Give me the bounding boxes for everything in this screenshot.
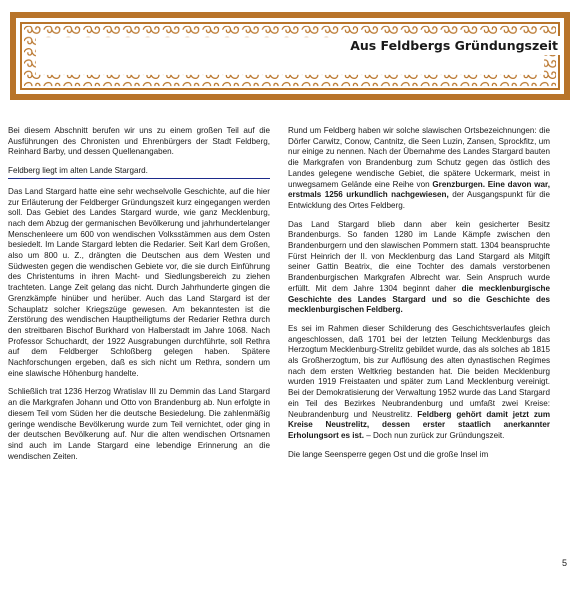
- page-title: Aus Feldbergs Gründungszeit: [344, 36, 564, 55]
- bold-text: die mecklenburgische Geschichte des Landes Stargard und so die Geschichte des mecklenburgischen Feldberg.: [288, 283, 550, 315]
- section-heading: Feldberg liegt im alten Lande Stargard.: [8, 166, 270, 179]
- page-number: 5: [562, 558, 568, 568]
- header-ornament-border: [20, 22, 560, 90]
- body-paragraph: Rund um Feldberg haben wir solche slawischen Ortsbezeichnungen: die Dörfer Carwitz, Conow, Cantnitz, die Seen Luzin, Zansen, Sprockfitz, um nur einige zu nennen. Nach der Übernahme des Landes Stargard bauten die Markgrafen von Brandenburg zum Schutz gegen das östlich des Landes gelegene wendische Gebiet, die spätere Uckermark, meist in unwegsamem Gelände eine Reihe von Grenzburgen. Eine davon war, erstmals 1256 urkundlich nachgewiesen, der Ausgangspunkt für die Entwicklung des Ortes Feldberg.: [288, 126, 550, 210]
- body-paragraph: Schließlich trat 1236 Herzog Wratislav III zu Demmin das Land Stargard an die Markgrafen Johann und Otto von Brandenburg ab. Nun erfolgte in diesem Teil vom Süden her die deutsche Besiedelung. Die zahlenmäßig geringe wendische Bevölkerung wurde zum Teil vernichtet, oder ging in der deutschen Bevölkerung auf. Nur die alten wendischen Ortsnamen sind auch im Lande Stargard eine lebendige Erinnerung an die wendischen Zeiten.: [8, 387, 270, 461]
- body-paragraph: Das Land Stargard blieb dann aber kein gesicherter Besitz Brandenburgs. So fanden 1280 im Lande Kämpfe zwischen den Brandenburgern und den slawischen Pommern statt. 1304 beanspruchte Fürst Heinrich der II. von Mecklenburg das Land Stargard als Mitgift seiner Gattin Beatrix, die eine Tochter des damals verstorbenen Brandenburgischen Markgrafen Albrecht war. Sein Anspruch wurde erfüllt. Mit dem Jahre 1304 beginnt daher die mecklenburgische Geschichte des Landes Stargard und so die Geschichte des mecklenburgischen Feldberg.: [288, 219, 550, 315]
- body-paragraph: Es sei im Rahmen dieser Schilderung des Geschichtsverlaufes gleich angeschlossen, daß 1701 bei der letzten Teilung Mecklenburgs das Herzogtum Mecklenburg-Strelitz gebildet wurde, das als solches ab 1815 als Großherzogtum, bis zur Auflösung des alten dynastischen Regimes nach dem ersten Weltkrieg bestanden hat. Die beiden Mecklenburg wurden 1919 Freistaaten und später zum Land Mecklenburg vereinigt. Bei der Demokratisierung der Verwaltung 1952 wurde das Land Stargard ein Teil des Bezirkes Neubrandenburg und umfaßt zwei Kreise: Neubrandenburg und Neustrelitz. Feldberg gehört damit jetzt zum Kreise Neustrelitz, dessen erster staatlich anerkannter Erholungsort es ist. – Doch nun zurück zur Gründungszeit.: [288, 323, 551, 440]
- right-column: [288, 126, 550, 468]
- body-paragraph: Das Land Stargard hatte eine sehr wechselvolle Geschichte, auf die hier zur Erläuterung der Feldberger Gründungszeit kurz eingegangen werden soll. Das Gebiet des Landes Stargard wurde, wie ganz Mecklenburg, nach dem Abzug der germanischen Bevölkerung und jahrhundertelanger Menschenleere um 600 von wendischen Volksstämmen aus dem Osten besiedelt. Im Lande Stargard lebten die Redarier. Seit Karl dem Großen, also um 800 u. Z., drängten die Deutschen aus dem Westen und Südwesten gegen die wendischen Gebiete vor, die sie durch Einführung des Christentums in ihren Macht- und Siedlungsbereich zu ziehen trachteten. Lange Zeit gelang das nicht. Durch Jahrhunderte gingen die Grenzkämpfe hinüber und herüber. Auch das Land Stargard ist der Schauplatz solcher Kriegszüge gewesen. Am bekanntesten ist die Zerstörung des wendischen Hauptheiligtums der Redarier Rethra durch den streitbaren Bischof Burkhard von Halberstadt im Jahre 1068. Nach Professor Schuchardt, der 1922 Ausgrabungen durchführte, soll Rethra auf dem Feldberger Schloßberg gelegen haben. Spätere Nachforschungen ergeben, daß es sich nicht um Rethra, sondern um eine slawische Höhenburg handelte.: [8, 186, 270, 378]
- intro-paragraph: Bei diesem Abschnitt berufen wir uns zu einem großen Teil auf die Ausführungen des Chronisten und Ehrenbürgers der Stadt Feldberg, Reinhard Barby, und dessen Quellenangaben.: [8, 126, 270, 157]
- bold-text: Grenzburgen. Eine davon war, erstmals 1256 urkundlich nachgewiesen,: [288, 179, 550, 200]
- bold-text: Feldberg gehört damit jetzt zum Kreise Neustrelitz, dessen erster staatlich anerkannter Erholungsort es ist.: [288, 409, 551, 440]
- ornament-scroll: [22, 24, 558, 88]
- left-column: [8, 126, 270, 470]
- body-paragraph: Die lange Seensperre gegen Ost und die große Insel im: [288, 449, 489, 459]
- header-frame: [10, 12, 570, 100]
